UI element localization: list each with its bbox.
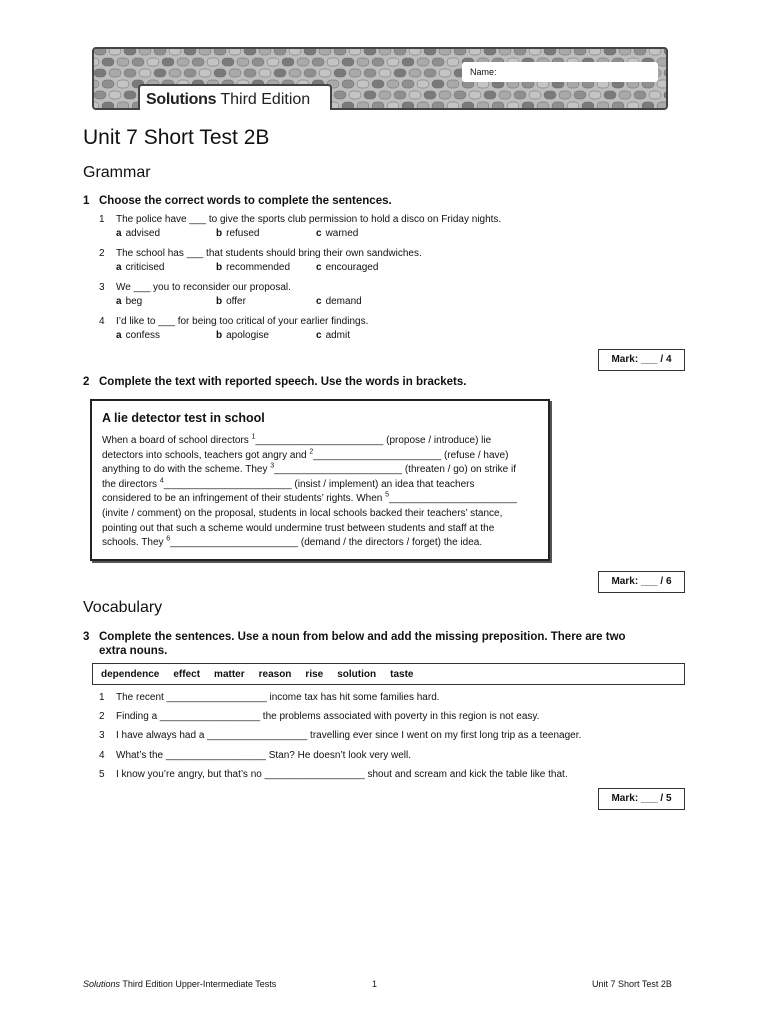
word-bank-item: solution: [337, 669, 377, 680]
text-box-title: A lie detector test in school: [102, 411, 265, 425]
gap-number: 1: [251, 433, 256, 441]
mark-box-q2[interactable]: Mark: ___ / 6: [598, 571, 685, 593]
footer-series: Solutions Third Edition Upper-Intermediate Tests: [83, 979, 277, 989]
question-1-item: 1 The police have ___ to give the sports club permission to hold a disco on Friday nights.: [99, 214, 502, 225]
word-bank-item: matter: [214, 669, 245, 680]
word-bank-item: taste: [390, 669, 414, 680]
footer-page-number: 1: [372, 979, 378, 989]
mark-box-q3[interactable]: Mark: ___ / 5: [598, 788, 685, 810]
option-b[interactable]: b refused: [216, 228, 260, 239]
option-b[interactable]: b recommended: [216, 262, 291, 273]
vocabulary-heading: Vocabulary: [83, 599, 163, 616]
question-1-item: 3 We ___ you to reconsider our proposal.: [99, 282, 291, 293]
gap-number: 6: [166, 535, 171, 543]
option-c[interactable]: c admit: [316, 330, 351, 341]
word-bank-item: dependence: [101, 669, 160, 680]
mark-box-q1[interactable]: Mark: ___ / 4: [598, 349, 685, 371]
option-b[interactable]: b apologise: [216, 330, 269, 341]
option-b[interactable]: b offer: [216, 296, 246, 307]
question-3-item: 5 I know you’re angry, but that’s no __________________ shout and scream and kick the table like that.: [99, 769, 568, 780]
option-c[interactable]: c demand: [316, 296, 362, 307]
word-bank-item: effect: [173, 669, 201, 680]
question-3-item: 2 Finding a __________________ the problems associated with poverty in this region is not easy.: [99, 711, 540, 722]
gap-number: 2: [309, 448, 314, 456]
question-1-item: 2 The school has ___ that students should bring their own sandwiches.: [99, 248, 422, 259]
word-bank-item: rise: [305, 669, 324, 680]
grammar-heading: Grammar: [83, 164, 151, 181]
question-3-item: 4 What’s the __________________ Stan? He doesn’t look very well.: [99, 750, 412, 761]
option-a[interactable]: a advised: [116, 228, 161, 239]
lie-detector-text-box: [90, 399, 550, 561]
word-bank-item: reason: [258, 669, 292, 680]
solutions-logo: Solutions Third Edition: [146, 91, 311, 108]
question-2-instruction: 2 Complete the text with reported speech. Use the words in brackets.: [83, 376, 467, 388]
gap-number: 3: [270, 462, 275, 470]
name-label: Name:: [470, 67, 497, 77]
option-a[interactable]: a beg: [116, 296, 143, 307]
footer-unit: Unit 7 Short Test 2B: [592, 979, 672, 989]
question-3-item: 3 I have always had a __________________ travelling ever since I went on my first long trip as a teenager.: [99, 730, 582, 741]
word-bank: [92, 663, 685, 685]
option-c[interactable]: c warned: [316, 228, 359, 239]
page-title: Unit 7 Short Test 2B: [83, 126, 270, 149]
option-c[interactable]: c encouraged: [316, 262, 379, 273]
question-3-item: 1 The recent __________________ income tax has hit some families hard.: [99, 692, 440, 703]
name-field[interactable]: [462, 62, 658, 82]
gap-number: 5: [385, 492, 390, 500]
option-a[interactable]: a confess: [116, 330, 161, 341]
question-1-item: 4 I’d like to ___ for being too critical of your earlier findings.: [99, 316, 369, 327]
option-a[interactable]: a criticised: [116, 262, 165, 273]
question-3-instruction: 3 Complete the sentences. Use a noun from below and add the missing preposition. There are two extra nouns.: [83, 631, 626, 657]
gap-number: 4: [159, 477, 164, 485]
gap-fill-text: When a board of school directors $^1$_______________________ (propose / introduce) lie detectors into schools, teachers got angry and $^2$_______________________ (refuse / have) anything to do with the scheme. They $^3$_______________________ (threaten / go) on strike if the directors $^4$_______________________ (insist / implement) an idea that teachers considered to be an infringement of their students’ rights. When $^5$_______________________ (invite / comment) on the proposal, students in local schools backed their teachers’ stance, pointing out that such a scheme would undermine trust between students and staff at the schools. They $^6$_______________________ (demand / the directors / forget) the idea.: [102, 433, 517, 549]
question-1-instruction: 1 Choose the correct words to complete the sentences.: [83, 195, 392, 207]
